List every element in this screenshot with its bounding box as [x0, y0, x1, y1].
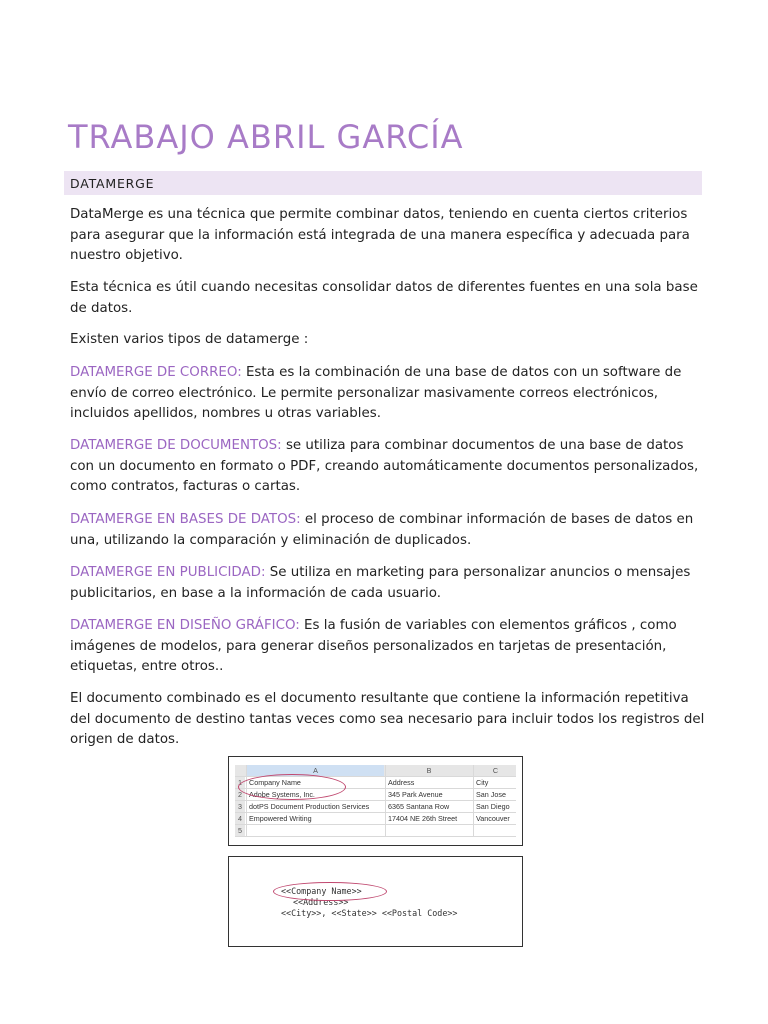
type-term: DATAMERGE EN BASES DE DATOS: [70, 512, 301, 527]
cell-city: San Jose [473, 789, 519, 800]
type-description: Esta es la combinación de una base de datos con un software de envío de correo electrónico. Le permite personalizar masivamente correos electrónicos, incluidos apellidos, nombres u otras variables. [70, 365, 682, 421]
row-number: 2 [235, 789, 245, 800]
cell-city: Vancouver [473, 813, 519, 824]
table-row [235, 825, 516, 837]
row-number: 3 [235, 801, 245, 812]
column-header-c: C [473, 765, 517, 776]
type-paragraph-documentos [70, 436, 710, 498]
cell-address: 6365 Santana Row [385, 801, 474, 812]
cell-city: City [473, 777, 519, 788]
usefulness-paragraph: Esta técnica es útil cuando necesitas consolidar datos de diferentes fuentes en una sola base de datos. [70, 280, 698, 316]
cell-address: 17404 NE 26th Street [385, 813, 474, 824]
merge-field-company: <<Company Name>> [281, 886, 362, 896]
cell-company: Company Name [246, 777, 386, 788]
section-heading: DATAMERGE [70, 176, 155, 191]
table-row [235, 801, 516, 813]
types-intro-paragraph: Existen varios tipos de datamerge : [70, 332, 309, 347]
merge-field-city-state-postal: <<City>>, <<State>> <<Postal Code>> [281, 908, 458, 918]
cell-company [246, 825, 386, 836]
cell-company: Adobe Systems, Inc. [246, 789, 386, 800]
type-paragraph-diseno-grafico [70, 616, 710, 678]
type-paragraph-correo [70, 363, 710, 425]
cell-city: San Diego [473, 801, 519, 812]
type-paragraph-publicidad [70, 563, 710, 604]
cell-company: dotPS Document Production Services [246, 801, 386, 812]
table-row [235, 813, 516, 825]
cell-address [385, 825, 474, 836]
type-description: el proceso de combinar información de bases de datos en una, utilizando la comparación y eliminación de duplicados. [70, 512, 694, 548]
cell-city [473, 825, 519, 836]
row-number: 5 [235, 825, 245, 836]
row-number: 4 [235, 813, 245, 824]
corner-cell [235, 765, 245, 776]
cell-address: Address [385, 777, 474, 788]
type-term: DATAMERGE DE DOCUMENTOS: [70, 438, 282, 453]
row-number: 1 [235, 777, 245, 788]
spreadsheet-figure [228, 756, 523, 846]
column-header-a: A [246, 765, 384, 776]
intro-paragraph: DataMerge es una técnica que permite combinar datos, teniendo en cuenta ciertos criterios para asegurar que la información está integrada de una manera específica y adecuada para nuestro objetivo. [70, 207, 690, 263]
section-heading-bar [64, 171, 702, 195]
type-term: DATAMERGE DE CORREO: [70, 365, 242, 380]
column-header-b: B [385, 765, 472, 776]
type-paragraph-bases-de-datos [70, 510, 710, 551]
merge-field-address: <<Address>> [293, 897, 349, 907]
type-description: Se utiliza en marketing para personalizar anuncios o mensajes publicitarios, en base a la información de cada usuario. [70, 565, 691, 601]
final-paragraph: El documento combinado es el documento resultante que contiene la información repetitiva del documento de destino tantas veces como sea necesario para incluir todos los registros del origen de datos. [70, 691, 705, 747]
page-title: TRABAJO ABRIL GARCÍA [68, 118, 464, 156]
type-description: Es la fusión de variables con elementos gráficos , como imágenes de modelos, para generar diseños personalizados en tarjetas de presentación, etiquetas, entre otros.. [70, 618, 677, 674]
merge-fields-figure [228, 856, 523, 947]
type-term: DATAMERGE EN PUBLICIDAD: [70, 565, 266, 580]
cell-company: Empowered Writing [246, 813, 386, 824]
highlight-oval [273, 882, 387, 901]
cell-address: 345 Park Avenue [385, 789, 474, 800]
type-term: DATAMERGE EN DISEÑO GRÁFICO: [70, 618, 300, 633]
highlight-oval [238, 774, 346, 800]
type-description: se utiliza para combinar documentos de una base de datos con un documento en formato o PDF, creando automáticamente documentos personalizados, como contratos, facturas o cartas. [70, 438, 699, 494]
